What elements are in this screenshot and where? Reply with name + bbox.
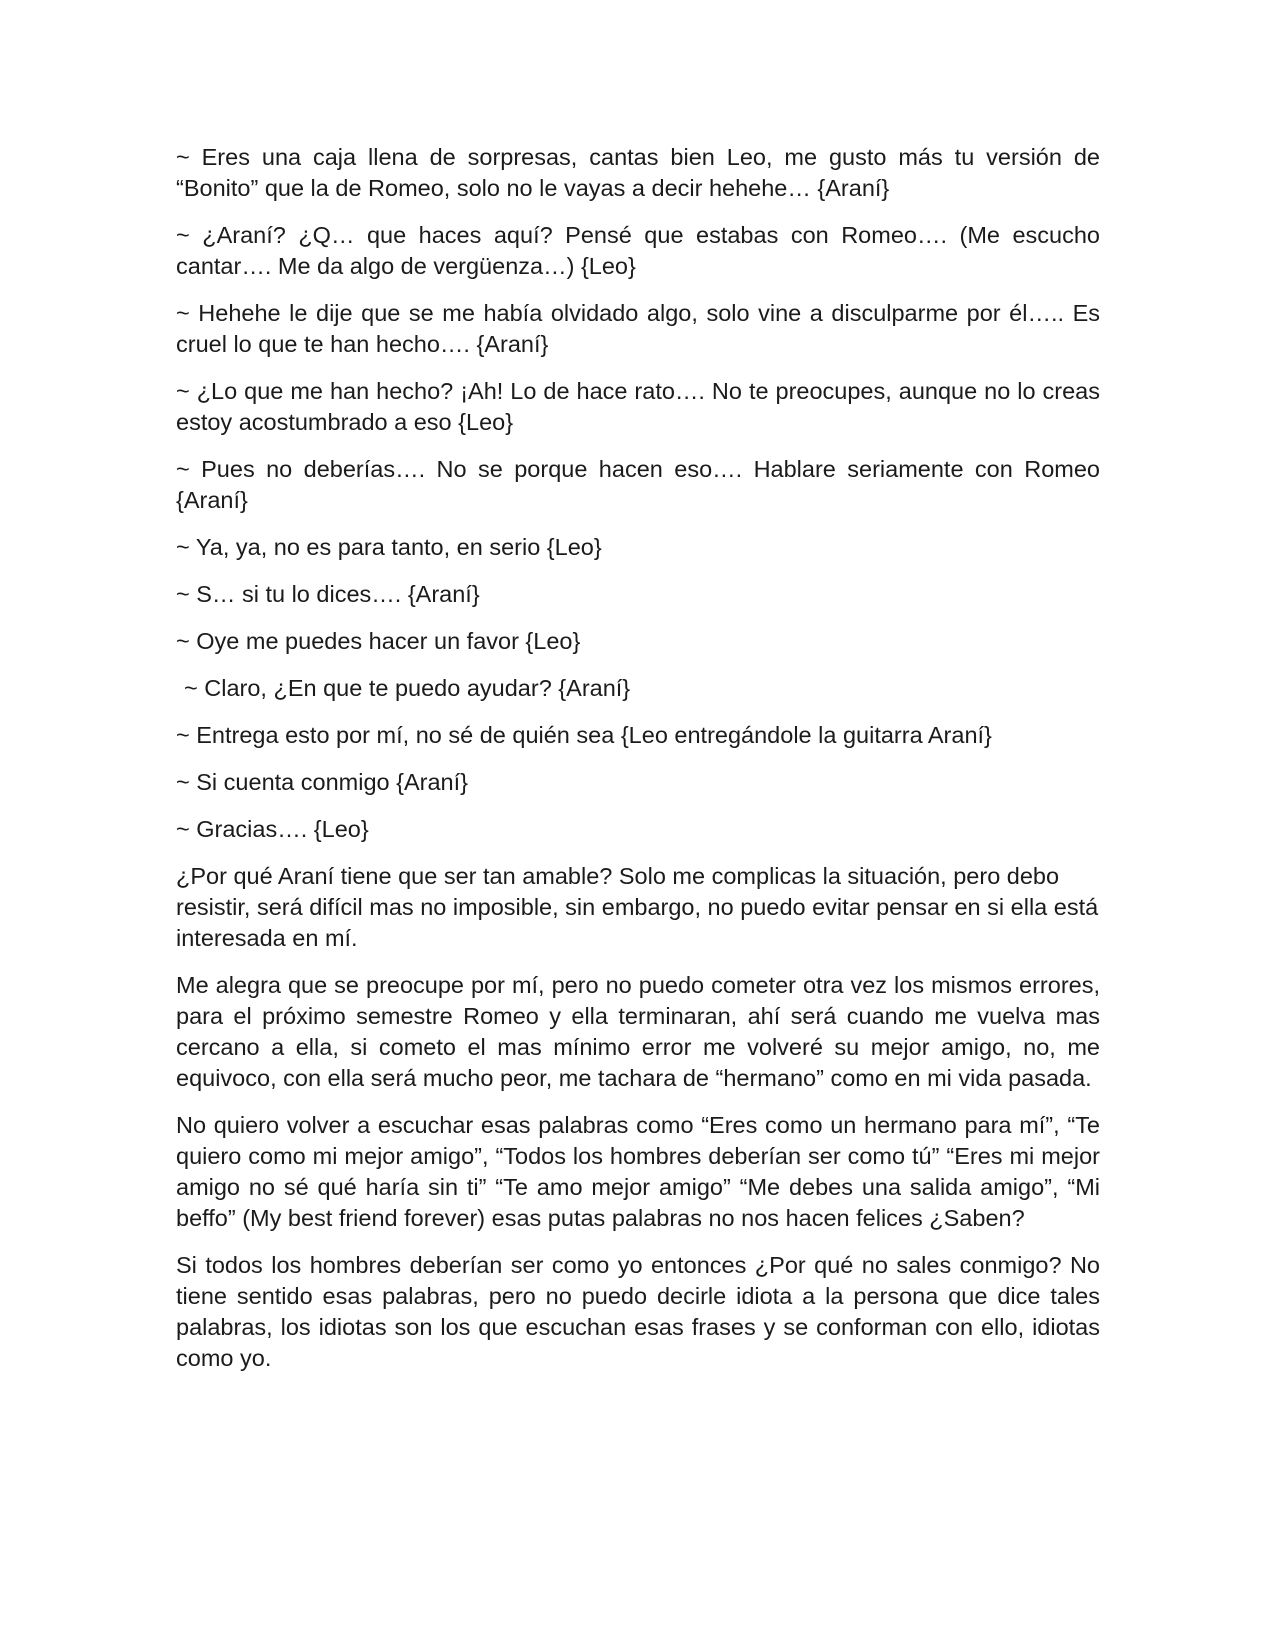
narration-paragraph-kindness: ¿Por qué Araní tiene que ser tan amable? Solo me complicas la situación, pero debo resistir, será difícil mas no imposible, sin embargo, no puedo evitar pensar en si ella está interesada en mí. [176,863,1099,951]
dialogue-line-arani-count-on-me: ~ Si cuenta conmigo {Araní} [176,769,468,795]
dialogue-line-leo-question: ~ ¿Araní? ¿Q… que haces aquí? Pensé que estabas con Romeo…. (Me escucho cantar…. Me da algo de vergüenza…) {Leo} [176,222,1100,279]
dialogue-line-arani-sure: ~ Claro, ¿En que te puedo ayudar? {Araní} [184,675,631,701]
dialogue-line-arani-apology: ~ Hehehe le dije que se me había olvidado algo, solo vine a disculparme por él….. Es cruel lo que te han hecho…. {Araní} [176,300,1100,357]
dialogue-line-leo-not-a-big-deal: ~ Ya, ya, no es para tanto, en serio {Leo} [176,534,602,560]
document-page [176,142,1100,1390]
narration-paragraph-mistakes: Me alegra que se preocupe por mí, pero no puedo cometer otra vez los mismos errores, para el próximo semestre Romeo y ella terminaran, ahí será cuando me vuelva mas cercano a ella, si cometo el mas mínimo error me volveré su mejor amigo, no, me equivoco, con ella será mucho peor, me tachara de “hermano” como en mi vida pasada. [176,972,1100,1091]
dialogue-line-arani-should-not: ~ Pues no deberías…. No se porque hacen eso…. Hablare seriamente con Romeo {Araní} [176,456,1100,513]
dialogue-line-arani-surprise: ~ Eres una caja llena de sorpresas, cantas bien Leo, me gusto más tu versión de “Bonito” que la de Romeo, solo no le vayas a decir hehehe… {Araní} [176,144,1100,201]
dialogue-line-leo-favor: ~ Oye me puedes hacer un favor {Leo} [176,628,581,654]
narration-paragraph-friend-phrases: No quiero volver a escuchar esas palabras como “Eres como un hermano para mí”, “Te quiero como mi mejor amigo”, “Todos los hombres deberían ser como tú” “Eres mi mejor amigo no sé qué haría sin ti” “Te amo mejor amigo” “Me debes una salida amigo”, “Mi beffo” (My best friend forever) esas putas palabras no nos hacen felices ¿Saben? [176,1112,1100,1231]
narration-paragraph-idiots: Si todos los hombres deberían ser como yo entonces ¿Por qué no sales conmigo? No tiene sentido esas palabras, pero no puedo decirle idiota a la persona que dice tales palabras, los idiotas son los que escuchan esas frases y se conforman con ello, idiotas como yo. [176,1252,1100,1371]
dialogue-line-leo-thanks: ~ Gracias…. {Leo} [176,816,369,842]
dialogue-line-arani-if-you-say: ~ S… si tu lo dices…. {Araní} [176,581,480,607]
dialogue-line-leo-used-to-it: ~ ¿Lo que me han hecho? ¡Ah! Lo de hace rato…. No te preocupes, aunque no lo creas estoy acostumbrado a eso {Leo} [176,378,1100,435]
dialogue-line-leo-deliver: ~ Entrega esto por mí, no sé de quién sea {Leo entregándole la guitarra Araní} [176,722,992,748]
